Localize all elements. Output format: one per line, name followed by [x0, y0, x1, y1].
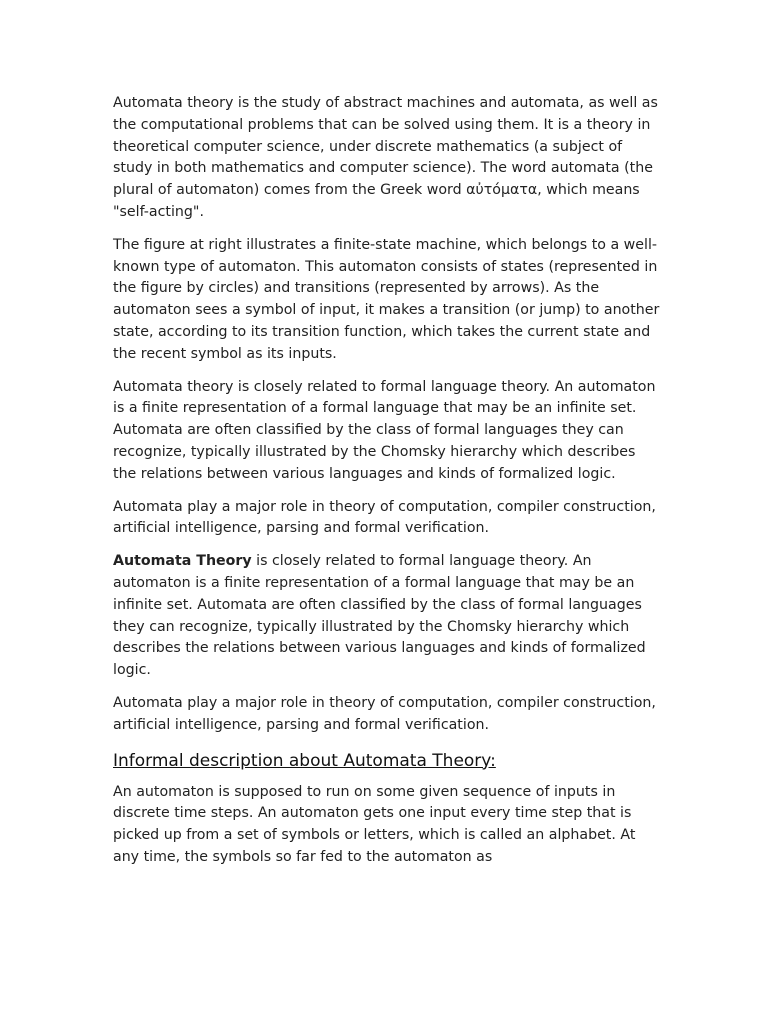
section-heading: Informal description about Automata Theory: — [113, 750, 496, 771]
paragraph-role: Automata play a major role in theory of computation, compiler construction, artificial intelligence, parsing and formal verification. — [113, 498, 656, 537]
paragraph-automata-theory-bold — [113, 551, 661, 682]
bold-term: Automata Theory — [113, 553, 252, 570]
paragraph-role-repeat: Automata play a major role in theory of computation, compiler construction, artificial intelligence, parsing and formal verification. — [113, 694, 656, 733]
paragraph-formal-language: Automata theory is closely related to formal language theory. An automaton is a finite representation of a formal language that may be an infinite set. Automata are often classified by the class of formal languages they can recognize, typically illustrated by the Chomsky hierarchy which describes the relations between various languages and kinds of formalized logic. — [113, 378, 656, 482]
paragraph-text: is closely related to formal language theory. An automaton is a finite representation of a formal language that may be an infinite set. Automata are often classified by the class of formal languages they can recognize, typically illustrated by the Chomsky hierarchy which describes the relations between various languages and kinds of formalized logic. — [113, 553, 646, 679]
document-body — [113, 93, 661, 880]
paragraph-intro: Automata theory is the study of abstract machines and automata, as well as the computational problems that can be solved using them. It is a theory in theoretical computer science, under discrete mathematics (a subject of study in both mathematics and computer science). The word automata (the plural of automaton) comes from the Greek word αὐτόματα, which means "self-acting". — [113, 95, 658, 220]
paragraph-informal-description: An automaton is supposed to run on some given sequence of inputs in discrete time steps. An automaton gets one input every time step that is picked up from a set of symbols or letters, which is called an alphabet. At any time, the symbols so far fed to the automaton as — [113, 783, 636, 865]
paragraph-finite-state-machine: The figure at right illustrates a finite-state machine, which belongs to a well-known type of automaton. This automaton consists of states (represented in the figure by circles) and transitions (represented by arrows). As the automaton sees a symbol of input, it makes a transition (or jump) to another state, according to its transition function, which takes the current state and the recent symbol as its inputs. — [113, 236, 660, 362]
